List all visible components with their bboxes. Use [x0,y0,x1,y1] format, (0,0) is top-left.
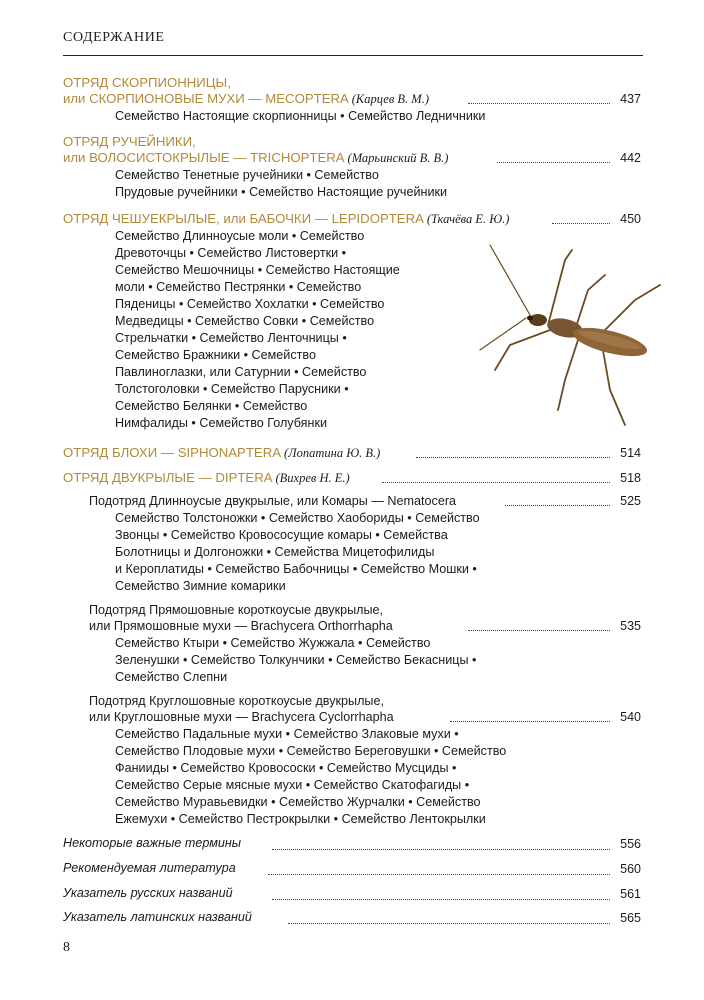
family-line: Семейство Толстоножки • Семейство Хаобориды • Семейство [115,511,480,525]
toc-russian-index[interactable]: Указатель русских названий [63,886,233,900]
toc-suborder-nematocera[interactable]: Подотряд Длинноусые двукрылые, или Комары — Nematocera [89,494,457,508]
family-line: Семейство Плодовые мухи • Семейство Береговушки • Семейство [115,744,507,758]
family-line: Семейство Падальные мухи • Семейство Злаковые мухи • [115,727,459,741]
family-line: Зеленушки • Семейство Толкунчики • Семейство Бекасницы • [115,653,477,667]
family-line: Павлиноглазки, или Сатурнии • Семейство [115,365,367,379]
family-line: Семейство Белянки • Семейство [115,399,308,413]
page-ref: 561 [620,887,641,901]
page-ref: 525 [620,494,641,508]
family-line: Звонцы • Семейство Кровососущие комары • Семейства [115,528,448,542]
dot-leader [468,103,610,104]
family-line: Семейство Длинноусые моли • Семейство [115,229,365,243]
author-name: (Лопатина Ю. В.) [283,446,381,460]
toc-order-siphonaptera[interactable] [63,445,380,461]
page-ref: 560 [620,862,641,876]
dot-leader [416,457,610,458]
family-line: Ежемухи • Семейство Пестрокрылки • Семейство Лентокрылки [115,812,486,826]
toc-suborder-cyclorrhapha-line1[interactable]: Подотряд Круглошовные короткоусые двукрылые, [89,694,384,708]
dot-leader [382,482,610,483]
toc-latin-index[interactable]: Указатель латинских названий [63,910,252,924]
dot-leader [272,899,610,900]
page-number: 8 [63,940,70,955]
page-ref: 514 [620,446,641,460]
toc-order-trichoptera-line2[interactable] [63,150,448,166]
dot-leader [468,630,610,631]
order-title: ОТРЯД ДВУКРЫЛЫЕ — DIPTERA [63,470,272,485]
family-line: Семейство Зимние комарики [115,579,286,593]
header-rule [63,55,643,56]
page-ref: 518 [620,471,641,485]
toc-important-terms[interactable]: Некоторые важные термины [63,836,242,850]
toc-order-mecoptera-line2[interactable] [63,91,429,107]
family-line: Стрельчатки • Семейство Ленточницы • [115,331,347,345]
dot-leader [552,223,610,224]
author-name: (Карцев В. М.) [351,92,429,106]
family-line: Медведицы • Семейство Совки • Семейство [115,314,375,328]
family-line: Семейство Настоящие скорпионницы • Семейство Ледничники [115,109,486,123]
page-title: СОДЕРЖАНИЕ [63,30,165,45]
toc-order-mecoptera-line1[interactable]: ОТРЯД СКОРПИОННИЦЫ, [63,75,231,90]
order-title: ОТРЯД ЧЕШУЕКРЫЛЫЕ, или БАБОЧКИ — LEPIDOPTERA [63,211,424,226]
dot-leader [288,923,610,924]
author-name: (Ткачёва Е. Ю.) [426,212,510,226]
family-line: Семейство Серые мясные мухи • Семейство Скатофагиды • [115,778,470,792]
family-line: Болотницы и Долгоножки • Семейства Мицетофилиды [115,545,435,559]
toc-suborder-orthorrhapha-line2[interactable]: или Прямошовные мухи — Brachycera Orthorrhapha [89,619,393,633]
family-line: Семейство Слепни [115,670,228,684]
order-title: ОТРЯД БЛОХИ — SIPHONAPTERA [63,445,281,460]
page-ref: 437 [620,92,641,106]
family-line: Фанииды • Семейство Кровососки • Семейство Мусциды • [115,761,457,775]
dot-leader [505,505,610,506]
family-line: Семейство Ктыри • Семейство Жужжала • Семейство [115,636,431,650]
family-line: Семейство Бражники • Семейство [115,348,316,362]
toc-order-trichoptera-line1[interactable]: ОТРЯД РУЧЕЙНИКИ, [63,134,196,149]
dot-leader [450,721,610,722]
family-line: Древоточцы • Семейство Листовертки • [115,246,347,260]
dot-leader [268,874,610,875]
page-ref: 450 [620,212,641,226]
order-title: или ВОЛОСИСТОКРЫЛЫЕ — TRICHOPTERA [63,150,344,165]
toc-order-diptera[interactable] [63,470,350,486]
family-line: Семейство Мешочницы • Семейство Настоящие [115,263,400,277]
page-ref: 442 [620,151,641,165]
family-line: Нимфалиды • Семейство Голубянки [115,416,328,430]
page-ref: 540 [620,710,641,724]
toc-recommended-literature[interactable]: Рекомендуемая литература [63,861,236,875]
order-title: или СКОРПИОНОВЫЕ МУХИ — MECOPTERA [63,91,349,106]
insect-illustration-icon [470,230,670,430]
toc-suborder-cyclorrhapha-line2[interactable]: или Круглошовные мухи — Brachycera Cyclorrhapha [89,710,394,724]
dot-leader [272,849,610,850]
author-name: (Вихрев Н. Е.) [275,471,350,485]
dot-leader [497,162,610,163]
toc-suborder-orthorrhapha-line1[interactable]: Подотряд Прямошовные короткоусые двукрылые, [89,603,384,617]
family-line: Семейство Муравьевидки • Семейство Журчалки • Семейство [115,795,481,809]
family-line: и Кероплатиды • Семейство Бабочницы • Семейство Мошки • [115,562,477,576]
family-line: моли • Семейство Пестрянки • Семейство [115,280,362,294]
author-name: (Марьинский В. В.) [347,151,449,165]
family-line: Прудовые ручейники • Семейство Настоящие ручейники [115,185,448,199]
page-ref: 535 [620,619,641,633]
family-line: Семейство Тенетные ручейники • Семейство [115,168,379,182]
toc-order-lepidoptera[interactable] [63,211,509,227]
family-line: Пяденицы • Семейство Хохлатки • Семейство [115,297,385,311]
page-ref: 565 [620,911,641,925]
family-line: Толстоголовки • Семейство Парусники • [115,382,349,396]
page-ref: 556 [620,837,641,851]
